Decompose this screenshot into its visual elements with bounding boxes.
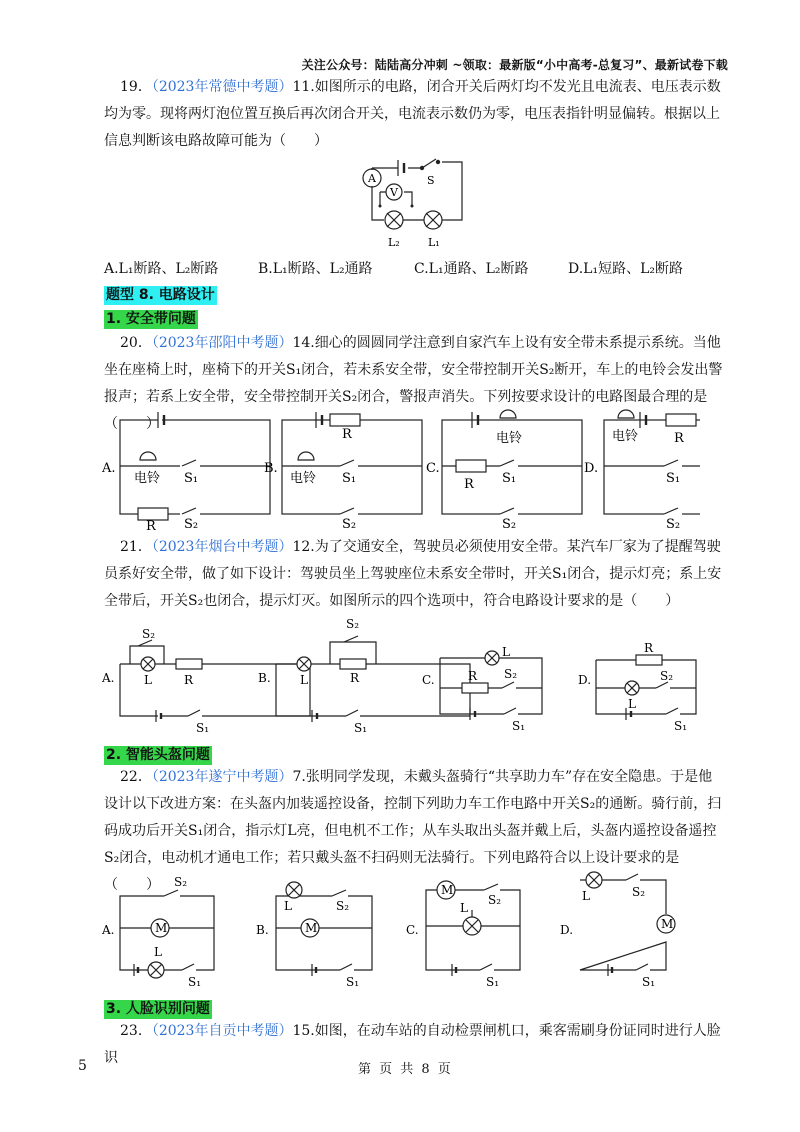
option-a[interactable]: A.L₁断路、L₂断路 (104, 261, 219, 277)
q20-diagrams (100, 408, 700, 532)
r-label: R (342, 427, 352, 442)
subsection-heading-1: 1. 安全带问题 (106, 311, 196, 327)
question-number: 23． (120, 1023, 152, 1039)
option-c-label: C. (422, 673, 435, 687)
question-source: （2023年遂宁中考题） (151, 769, 293, 785)
s2-label: S₂ (666, 517, 681, 532)
r-label: R (674, 431, 684, 446)
question-number: 19． (120, 79, 152, 95)
l-label: L (284, 899, 292, 913)
question-21 (104, 534, 724, 615)
r-label: R (146, 519, 156, 532)
s2-label: S₂ (346, 618, 360, 631)
lamp-l2-label: L₂ (388, 236, 400, 249)
s1-label: S₁ (674, 719, 688, 733)
page-number: 5 (78, 1058, 87, 1074)
page-header: 关注公众号：陆陆高分冲刺 ~领取：最新版“小中高考-总复习”、最新试卷下载 (301, 58, 728, 72)
subsection-heading-2: 2. 智能头盔问题 (106, 747, 210, 763)
r-label: R (464, 477, 474, 492)
motor-label: M (661, 917, 674, 931)
question-text: 12.为了交通安全，驾驶员必须使用安全带。某汽车厂家为了提醒驾驶员系好安全带，做了如下设计：驾驶员坐上驾驶座位未系安全带时，开关S₁闭合，提示灯亮；系上安全带后，开关S₂也闭合，提示灯灭。如图所示的四个选项中，符合电路设计要求的是（ ） (104, 539, 722, 609)
option-a-label: A. (102, 923, 115, 937)
s2-label: S₂ (174, 875, 188, 889)
s1-label: S₁ (346, 975, 360, 989)
option-b-label: B. (264, 461, 278, 476)
question-text: 11.如图所示的电路，闭合开关后两灯均不发光且电流表、电压表示数均为零。现将两灯泡位置互换后再次闭合开关，电流表示数仍为零，电压表指针明显偏转。根据以上信息判断该电路故障可能为（ ） (104, 79, 721, 149)
s1-label: S₁ (188, 975, 202, 989)
s2-label: S₂ (632, 885, 646, 899)
l-label: L (460, 901, 468, 915)
option-a-label: A. (102, 461, 116, 476)
question-number: 20． (120, 335, 152, 351)
s2-label: S₂ (502, 517, 517, 532)
option-d-label: D. (584, 461, 599, 476)
option-b[interactable]: B.L₁断路、L₂通路 (258, 261, 373, 277)
option-d[interactable]: D.L₁短路、L₂断路 (568, 261, 683, 277)
s1-label: S₁ (342, 471, 357, 486)
motor-label: M (155, 921, 168, 935)
s2-label: S₂ (336, 899, 350, 913)
s1-label: S₁ (196, 721, 210, 735)
lamp-l1-label: L₁ (428, 236, 440, 249)
motor-label: M (305, 921, 318, 935)
question-number: 22． (120, 769, 152, 785)
section-heading: 题型 8. 电路设计 (106, 287, 215, 303)
option-b-label: B. (256, 923, 269, 937)
l-label: L (502, 645, 510, 659)
switch-label: S (427, 174, 435, 187)
option-c-label: C. (406, 923, 419, 937)
option-c[interactable]: C.L₁通路、L₂断路 (414, 261, 529, 277)
s2-label: S₂ (142, 627, 156, 641)
question-source: （2023年烟台中考题） (151, 539, 293, 555)
l-label: L (154, 945, 162, 959)
q21-diagrams (100, 618, 700, 738)
bell-label: 电铃 (134, 471, 161, 486)
question-text: 14.细心的圆圆同学注意到自家汽车上设有安全带未系提示系统。当他坐在座椅上时，座椅下的开关S₁闭合，若未系安全带，安全带控制开关S₂断开，车上的电铃会发出警报声；若系上安全带，安全带控制开关S₂闭合，警报声消失。下列按要求设计的电路图最合理的是（ ） (104, 335, 723, 432)
question-source: （2023年常德中考题） (151, 79, 293, 95)
ammeter-label: A (368, 172, 376, 185)
s2-label: S₂ (660, 669, 674, 683)
s2-label: S₂ (504, 667, 518, 681)
s2-label: S₂ (184, 517, 199, 532)
question-source: （2023年邵阳中考题） (151, 335, 293, 351)
subsection-heading-3: 3. 人脸识别问题 (106, 1001, 210, 1017)
s1-label: S₁ (486, 975, 500, 989)
s1-label: S₁ (666, 471, 681, 486)
option-c-label: C. (426, 461, 440, 476)
page-footer: 第 页 共 8 页 (358, 1062, 453, 1077)
l-label: L (628, 697, 636, 711)
s1-label: S₁ (502, 471, 517, 486)
bell-label: 电铃 (496, 431, 523, 446)
option-d-label: D. (560, 923, 574, 937)
l-label: L (582, 889, 590, 903)
q19-circuit-diagram (350, 148, 470, 252)
question-19 (104, 74, 724, 155)
r-label: R (644, 641, 654, 655)
bell-label: 电铃 (290, 471, 317, 486)
option-a-label: A. (102, 671, 115, 685)
s1-label: S₁ (642, 975, 656, 989)
l-label: L (300, 673, 308, 687)
s2-label: S₂ (342, 517, 357, 532)
option-d-label: D. (578, 673, 592, 687)
bell-label: 电铃 (612, 429, 639, 444)
voltmeter-label: V (390, 186, 398, 199)
l-label: L (144, 673, 152, 687)
s1-label: S₁ (512, 719, 526, 733)
s2-label: S₂ (488, 893, 502, 907)
question-source: （2023年自贡中考题） (151, 1023, 293, 1039)
q22-diagrams (100, 866, 700, 990)
r-label: R (468, 669, 478, 683)
question-text: 7.张明同学发现，未戴头盔骑行“共享助力车”存在安全隐患。于是他设计以下改进方案：在头盔内加装遥控设备，控制下列助力车工作电路中开关S₂的通断。骑行前，扫码成功后开关S₁闭合，指示灯L亮，但电机不工作；从车头取出头盔并戴上后，头盔内遥控设备遥控S₂闭合，电动机才通电工作；若只戴头盔不扫码则无法骑行。下列电路符合以上设计要求的是（ ） (104, 769, 722, 893)
motor-label: M (441, 883, 454, 897)
question-text: 15.如图，在动车站的自动检票闸机口，乘客需刷身份证同时进行人脸识 (104, 1023, 721, 1066)
s1-label: S₁ (354, 721, 368, 735)
option-b-label: B. (258, 671, 271, 685)
r-label: R (184, 673, 194, 687)
r-label: R (350, 671, 360, 685)
question-number: 21． (120, 539, 152, 555)
s1-label: S₁ (184, 471, 199, 486)
